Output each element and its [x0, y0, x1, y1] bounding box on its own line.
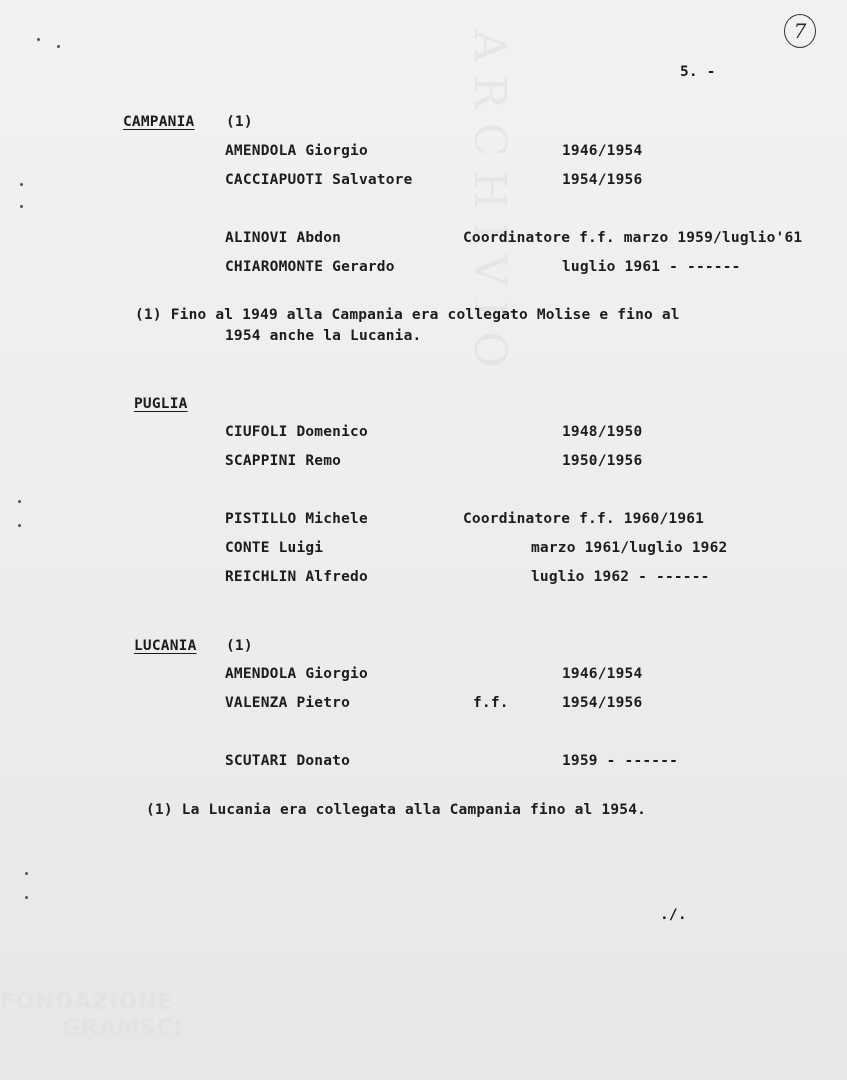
- entry-name: REICHLIN Alfredo: [225, 569, 368, 585]
- entry-name: CACCIAPUOTI Salvatore: [225, 172, 413, 188]
- entry-period: luglio 1962 - ------: [531, 569, 710, 585]
- entry-period: 1954/1956: [562, 695, 643, 711]
- footnote-campania-line2: 1954 anche la Lucania.: [225, 328, 422, 344]
- entry-period: 1950/1956: [562, 453, 643, 469]
- entry-name: AMENDOLA Giorgio: [225, 143, 368, 159]
- section-heading-lucania: LUCANIA: [134, 638, 197, 654]
- margin-dot: [25, 872, 28, 875]
- archive-watermark-line2: GRAMSCI: [62, 1016, 184, 1041]
- entry-role: f.f.: [473, 695, 509, 711]
- margin-dot: [18, 500, 21, 503]
- entry-name: ALINOVI Abdon: [225, 230, 342, 246]
- margin-dot: [20, 205, 23, 208]
- section-heading-campania: CAMPANIA: [123, 114, 195, 130]
- entry-name: CIUFOLI Domenico: [225, 424, 368, 440]
- background-watermark: ARCHIVIO: [464, 30, 515, 382]
- entry-period: 1954/1956: [562, 172, 643, 188]
- footnote-lucania: (1) La Lucania era collegata alla Campania fino al 1954.: [146, 802, 647, 818]
- entry-name: PISTILLO Michele: [225, 511, 368, 527]
- margin-dot: [57, 45, 60, 48]
- margin-dot: [25, 896, 28, 899]
- entry-period: 1946/1954: [562, 143, 643, 159]
- entry-name: AMENDOLA Giorgio: [225, 666, 368, 682]
- note-ref-lucania: (1): [226, 638, 253, 654]
- entry-period: 1946/1954: [562, 666, 643, 682]
- page-number: 5. -: [680, 64, 716, 80]
- entry-name: SCAPPINI Remo: [225, 453, 342, 469]
- entry-name: CHIAROMONTE Gerardo: [225, 259, 395, 275]
- footnote-campania-line1: (1) Fino al 1949 alla Campania era collegato Molise e fino al: [135, 307, 680, 323]
- entry-period: 1959 - ------: [562, 753, 679, 769]
- entry-period: 1948/1950: [562, 424, 643, 440]
- archive-watermark-line1: FONDAZIONE: [0, 990, 174, 1015]
- folio-number: 7: [784, 14, 816, 48]
- entry-name: SCUTARI Donato: [225, 753, 351, 769]
- entry-role: Coordinatore f.f. marzo 1959/luglio'61: [463, 230, 803, 246]
- margin-dot: [18, 524, 21, 527]
- margin-dot: [20, 183, 23, 186]
- entry-name: VALENZA Pietro: [225, 695, 351, 711]
- entry-name: CONTE Luigi: [225, 540, 324, 556]
- section-heading-puglia: PUGLIA: [134, 396, 188, 412]
- entry-role: Coordinatore f.f. 1960/1961: [463, 511, 705, 527]
- margin-dot: [37, 38, 40, 41]
- continuation-mark: ./.: [660, 907, 687, 923]
- entry-period: marzo 1961/luglio 1962: [531, 540, 728, 556]
- entry-period: luglio 1961 - ------: [562, 259, 741, 275]
- note-ref-campania: (1): [226, 114, 253, 130]
- archive-watermark-logo: [0, 990, 260, 1042]
